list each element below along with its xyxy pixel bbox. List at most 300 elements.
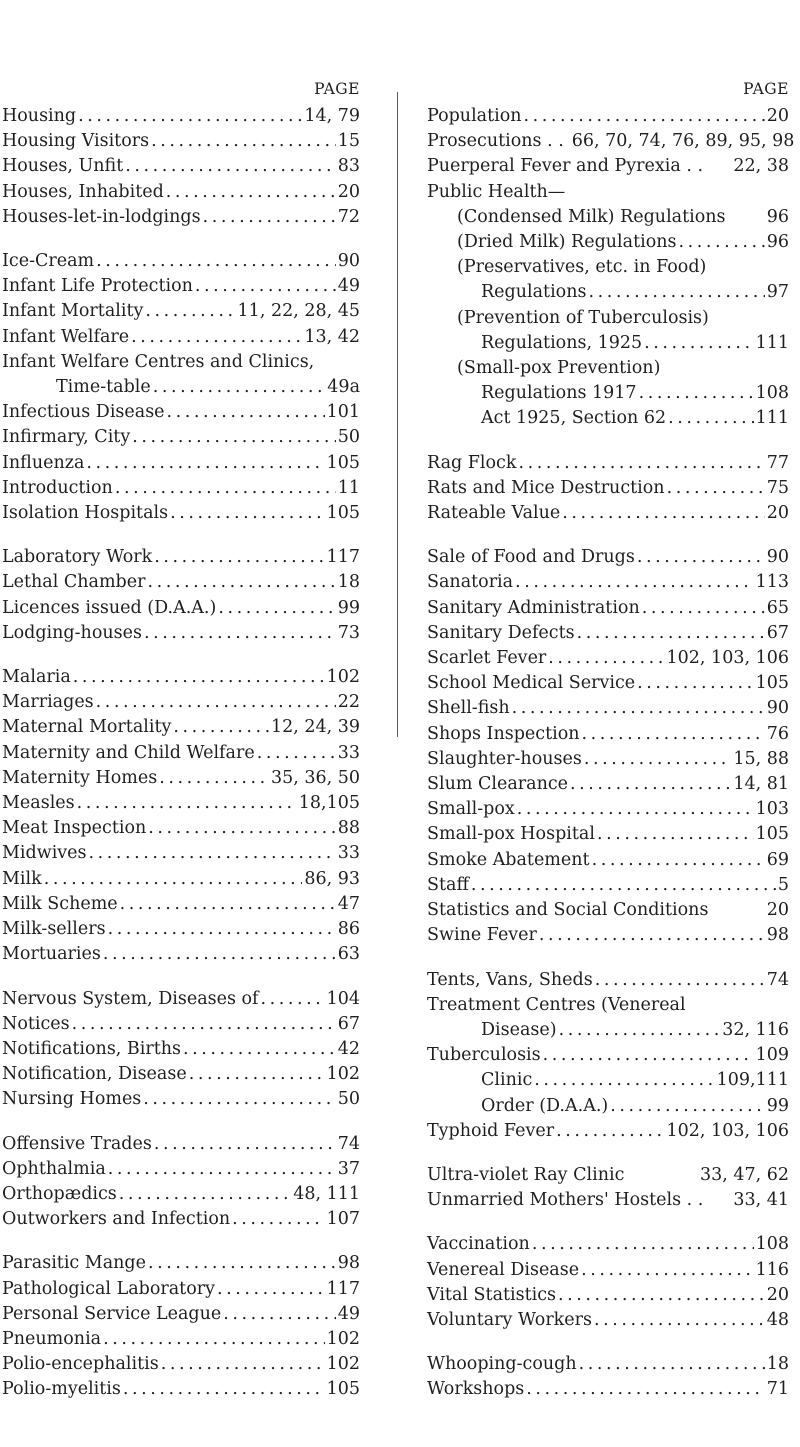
entry-term: Sanatoria	[427, 572, 514, 593]
index-entry	[427, 1232, 789, 1257]
index-group	[427, 1163, 789, 1213]
index-entry	[2, 350, 360, 375]
entry-pages: 35, 36, 50	[270, 767, 360, 788]
dot-leader	[218, 596, 335, 621]
entry-pages: 67	[766, 622, 789, 643]
dot-leader	[120, 892, 336, 917]
entry-term: Unmarried Mothers' Hostels . .	[427, 1190, 704, 1211]
index-entry	[427, 1283, 789, 1308]
entry-pages: 108	[755, 383, 789, 404]
entry-pages: 105	[326, 1379, 360, 1400]
index-entry	[427, 1352, 789, 1377]
entry-term: Milk	[2, 868, 42, 889]
entry-pages: 71	[766, 1379, 789, 1400]
entry-pages: 83	[337, 156, 360, 177]
entry-pages: 117	[326, 547, 360, 568]
entry-term: Vaccination	[427, 1234, 530, 1255]
entry-term: Sale of Food and Drugs	[427, 547, 635, 568]
index-entry	[427, 205, 789, 230]
dot-leader	[189, 1062, 325, 1087]
dot-leader	[161, 1352, 325, 1377]
dot-leader	[154, 1132, 336, 1157]
entry-pages: 69	[766, 849, 789, 870]
index-entry	[427, 331, 789, 356]
entry-term: Time-table	[56, 377, 151, 398]
entry-term: Mortuaries	[2, 944, 101, 965]
entry-pages: 15	[337, 131, 360, 152]
index-entry	[427, 129, 795, 154]
index-column-left	[2, 0, 360, 1422]
entry-pages: 42	[337, 1038, 360, 1059]
entry-pages: 96	[766, 206, 789, 227]
index-group	[2, 665, 360, 967]
dot-leader	[637, 545, 765, 570]
entry-term: Act 1925, Section 62	[481, 408, 667, 429]
entry-pages: 102	[326, 667, 360, 688]
entry-pages: 90	[337, 251, 360, 272]
entry-term: Midwives	[2, 843, 87, 864]
index-entry	[2, 942, 360, 967]
entry-pages: 105	[326, 452, 360, 473]
entry-term: Sanitary Defects	[427, 622, 575, 643]
left-groups	[2, 104, 360, 1403]
index-entry	[427, 696, 789, 721]
dot-leader	[667, 476, 765, 501]
entry-term: Personal Service League	[2, 1303, 222, 1324]
entry-pages: 49	[337, 1303, 360, 1324]
entry-term: Treatment Centres (Venereal	[427, 994, 686, 1015]
entry-pages: 33, 47, 62	[699, 1164, 789, 1185]
index-entry	[2, 205, 360, 230]
entry-term: (Preservatives, etc. in Food)	[457, 257, 707, 278]
entry-pages: 109,111	[716, 1070, 789, 1091]
index-group	[427, 1232, 789, 1333]
entry-term: Slum Clearance	[427, 774, 569, 795]
entry-term: Sanitary Administration	[427, 597, 640, 618]
index-entry	[427, 1119, 789, 1144]
entry-pages: 50	[337, 427, 360, 448]
dot-leader	[144, 621, 336, 646]
dot-leader	[44, 867, 303, 892]
dot-leader	[159, 766, 269, 791]
entry-term: Disease)	[481, 1019, 557, 1040]
dot-leader	[524, 104, 765, 129]
dot-leader	[548, 646, 664, 671]
index-entry	[2, 1251, 360, 1276]
entry-term: Regulations, 1925	[481, 332, 643, 353]
dot-leader	[539, 923, 765, 948]
index-group	[427, 451, 789, 527]
entry-pages: 48	[766, 1309, 789, 1330]
entry-pages: 77	[766, 452, 789, 473]
entry-term: (Prevention of Tuberculosis)	[457, 307, 709, 328]
entry-term: Ophthalmia	[2, 1158, 106, 1179]
dot-leader	[588, 280, 764, 305]
index-entry	[427, 230, 789, 255]
entry-term: (Small-pox Prevention)	[457, 358, 661, 379]
index-entry	[2, 816, 360, 841]
dot-leader	[148, 816, 335, 841]
index-entry	[2, 741, 360, 766]
index-entry	[427, 451, 789, 476]
entry-term: Puerperal Fever and Pyrexia . .	[427, 156, 704, 177]
page-column-header: PAGE	[743, 80, 789, 98]
index-entry	[427, 898, 789, 923]
dot-leader	[582, 722, 765, 747]
index-entry	[2, 1302, 360, 1327]
entry-term: Notifications, Births	[2, 1038, 182, 1059]
entry-pages: 102	[326, 1064, 360, 1085]
entry-term: Offensive Trades	[2, 1133, 152, 1154]
index-entry	[427, 596, 789, 621]
index-entry	[427, 968, 789, 993]
dot-leader	[125, 154, 335, 179]
entry-term: Ultra-violet Ray Clinic	[427, 1164, 625, 1185]
entry-pages: 88	[337, 818, 360, 839]
index-group	[2, 545, 360, 646]
entry-pages: 32, 116	[722, 1019, 789, 1040]
index-entry	[2, 476, 360, 501]
entry-term: Maternity Homes	[2, 767, 158, 788]
entry-term: Population	[427, 106, 522, 126]
index-entry	[2, 690, 360, 715]
dot-leader	[644, 331, 753, 356]
index-entry	[2, 791, 360, 816]
entry-pages: 67	[337, 1013, 360, 1034]
index-entry	[2, 596, 360, 621]
index-entry	[2, 1087, 360, 1112]
entry-term: Infant Welfare Centres and Clinics,	[2, 351, 315, 372]
index-group	[427, 545, 789, 948]
entry-pages: 99	[337, 597, 360, 618]
entry-term: Regulations	[481, 282, 587, 303]
index-entry	[427, 570, 789, 595]
entry-term: Houses, Unfit	[2, 156, 124, 177]
entry-pages: 14, 79	[304, 106, 360, 126]
entry-pages: 101	[326, 402, 360, 423]
entry-pages: 49	[337, 276, 360, 297]
index-entry	[2, 665, 360, 690]
dot-leader	[556, 1119, 664, 1144]
entry-term: Pathological Laboratory	[2, 1278, 215, 1299]
index-entry	[427, 1094, 789, 1119]
entry-term: Milk-sellers	[2, 919, 106, 940]
entry-pages: 74	[337, 1133, 360, 1154]
index-entry	[2, 1012, 360, 1037]
index-entry	[2, 1352, 360, 1377]
entry-term: Staff	[427, 874, 469, 895]
entry-pages: 86	[337, 919, 360, 940]
dot-leader	[232, 1207, 324, 1232]
entry-term: Notification, Disease	[2, 1064, 187, 1085]
index-entry	[2, 400, 360, 425]
dot-leader	[594, 1308, 765, 1333]
right-groups	[427, 104, 795, 1403]
index-group	[2, 249, 360, 526]
dot-leader	[257, 741, 336, 766]
index-group	[2, 1132, 360, 1233]
index-entry	[2, 1377, 360, 1402]
dot-leader	[143, 1087, 335, 1112]
entry-term: (Dried Milk) Regulations	[457, 232, 677, 253]
index-entry	[2, 867, 360, 892]
entry-pages: 90	[766, 698, 789, 719]
entry-term: Tents, Vans, Sheds	[427, 969, 593, 990]
dot-leader	[512, 696, 765, 721]
entry-term: Nervous System, Diseases of	[2, 988, 259, 1009]
dot-leader	[223, 1302, 335, 1327]
entry-term: Infant Mortality	[2, 301, 144, 322]
entry-pages: 97	[766, 282, 789, 303]
entry-term: Ice-Cream	[2, 251, 95, 272]
index-entry	[427, 104, 789, 129]
entry-term: Houses, Inhabited	[2, 181, 164, 202]
index-entry	[427, 476, 789, 501]
dot-leader	[78, 104, 302, 129]
entry-pages: 86, 93	[304, 868, 360, 889]
dot-leader	[108, 917, 336, 942]
index-entry	[427, 255, 789, 280]
index-entry	[2, 154, 360, 179]
index-entry	[2, 1037, 360, 1062]
entry-pages: 11	[337, 477, 360, 498]
entry-pages: 90	[766, 547, 789, 568]
entry-pages: 117	[326, 1278, 360, 1299]
entry-term: Smoke Abatement	[427, 849, 590, 870]
entry-term: Houses-let-in-lodgings	[2, 206, 201, 227]
entry-term: Isolation Hospitals	[2, 503, 169, 524]
index-entry	[2, 249, 360, 274]
index-entry	[427, 406, 789, 431]
dot-leader	[119, 1182, 291, 1207]
entry-term: Rateable Value	[427, 503, 561, 524]
entry-term: Nursing Homes	[2, 1089, 142, 1110]
index-entry	[2, 451, 360, 476]
entry-pages: 33, 41	[733, 1190, 789, 1211]
entry-term: Lethal Chamber	[2, 572, 146, 593]
dot-leader	[637, 671, 753, 696]
entry-pages: 15, 88	[733, 748, 789, 769]
entry-term: Rag Flock	[427, 452, 517, 473]
entry-pages: 107	[326, 1209, 360, 1230]
index-entry	[2, 621, 360, 646]
entry-pages: 108	[755, 1234, 789, 1255]
index-entry	[427, 993, 789, 1018]
entry-term: Housing Visitors	[2, 131, 150, 152]
entry-pages: 102, 103, 106	[666, 1120, 789, 1141]
index-entry	[2, 425, 360, 450]
dot-leader	[595, 968, 765, 993]
dot-leader	[570, 772, 731, 797]
dot-leader	[151, 129, 336, 154]
dot-leader	[148, 1251, 336, 1276]
dot-leader	[534, 1068, 714, 1093]
entry-pages: 113	[755, 572, 789, 593]
dot-leader	[166, 180, 336, 205]
dot-leader	[96, 690, 336, 715]
entry-term: Measles	[2, 793, 75, 814]
index-entry	[427, 772, 789, 797]
index-entry	[427, 381, 789, 406]
dot-leader	[515, 570, 754, 595]
dot-leader	[170, 501, 325, 526]
entry-term: Infirmary, City	[2, 427, 131, 448]
index-entry	[2, 1062, 360, 1087]
dot-leader	[543, 1043, 754, 1068]
entry-term: Infant Life Protection	[2, 276, 193, 297]
index-entry	[2, 1157, 360, 1182]
dot-leader	[103, 1327, 324, 1352]
entry-pages: 18	[766, 1354, 789, 1375]
index-group	[427, 968, 789, 1144]
entry-pages: 96	[766, 232, 789, 253]
index-entry	[2, 917, 360, 942]
entry-term: Shell-fish	[427, 698, 510, 719]
entry-term: Venereal Disease	[427, 1259, 580, 1280]
entry-term: Workshops	[427, 1379, 525, 1400]
entry-pages: 12, 24, 39	[270, 717, 360, 738]
entry-term: Milk Scheme	[2, 893, 118, 914]
dot-leader	[86, 451, 324, 476]
entry-term: Voluntary Workers	[427, 1309, 592, 1330]
entry-term: Parasitic Mange	[2, 1253, 146, 1274]
entry-pages: 102, 103, 106	[666, 648, 789, 669]
index-entry	[427, 501, 789, 526]
entry-pages: 66, 70, 74, 76, 89, 95, 98	[571, 131, 795, 152]
entry-term: Shops Inspection	[427, 723, 580, 744]
entry-pages: 98	[337, 1253, 360, 1274]
entry-pages: 14, 81	[733, 774, 789, 795]
index-entry	[427, 1018, 789, 1043]
dot-leader	[518, 451, 764, 476]
entry-pages: 76	[766, 723, 789, 744]
index-entry	[2, 501, 360, 526]
index-entry	[2, 104, 360, 129]
index-group	[2, 104, 360, 230]
entry-term: Swine Fever	[427, 925, 537, 946]
index-entry	[2, 1132, 360, 1157]
entry-pages: 18	[337, 572, 360, 593]
dot-leader	[558, 1283, 765, 1308]
index-entry	[2, 299, 360, 324]
dot-leader	[132, 425, 336, 450]
dot-leader	[77, 791, 297, 816]
dot-leader	[642, 596, 765, 621]
entry-pages: 50	[337, 1089, 360, 1110]
entry-pages: 20	[766, 900, 789, 921]
dot-leader	[517, 797, 754, 822]
entry-pages: 72	[337, 206, 360, 227]
dot-leader	[123, 1377, 325, 1402]
page-column-header: PAGE	[314, 80, 360, 98]
index-column-right	[427, 0, 795, 1422]
index-entry	[427, 545, 789, 570]
dot-leader	[562, 501, 764, 526]
entry-pages: 104	[326, 988, 360, 1009]
dot-leader	[581, 1258, 754, 1283]
entry-pages: 5	[777, 874, 789, 895]
index-entry	[427, 280, 789, 305]
index-entry	[2, 987, 360, 1012]
entry-term: Clinic	[481, 1070, 533, 1091]
entry-pages: 99	[766, 1095, 789, 1116]
index-entry	[2, 375, 360, 400]
entry-term: Meat Inspection	[2, 818, 147, 839]
index-entry	[2, 274, 360, 299]
entry-term: Statistics and Social Conditions	[427, 900, 709, 921]
index-entry	[2, 841, 360, 866]
dot-leader	[154, 545, 324, 570]
dot-leader	[96, 249, 336, 274]
index-group	[427, 104, 795, 432]
index-entry	[2, 715, 360, 740]
dot-leader	[610, 1094, 764, 1119]
index-entry	[427, 1043, 789, 1068]
dot-leader	[471, 873, 776, 898]
index-group	[2, 1251, 360, 1402]
index-entry	[427, 797, 789, 822]
entry-pages: 22	[337, 692, 360, 713]
entry-pages: 47	[337, 893, 360, 914]
dot-leader	[153, 375, 326, 400]
column-divider	[397, 92, 398, 737]
entry-pages: 20	[337, 181, 360, 202]
index-entry	[427, 822, 789, 847]
index-group	[427, 1352, 789, 1402]
index-entry	[427, 923, 789, 948]
entry-term: Introduction	[2, 477, 113, 498]
dot-leader	[559, 1018, 721, 1043]
entry-term: Outworkers and Infection	[2, 1209, 231, 1230]
dot-leader	[579, 1352, 765, 1377]
entry-pages: 48, 111	[293, 1183, 360, 1204]
entry-pages: 74	[766, 969, 789, 990]
entry-pages: 18,105	[298, 793, 360, 814]
entry-pages: 105	[755, 673, 789, 694]
dot-leader	[526, 1377, 764, 1402]
dot-leader	[148, 570, 336, 595]
entry-term: Regulations 1917	[481, 383, 637, 404]
entry-pages: 20	[766, 503, 789, 524]
index-entry	[2, 325, 360, 350]
entry-term: Order (D.A.A.)	[481, 1095, 609, 1116]
index-entry	[427, 356, 789, 381]
dot-leader	[203, 205, 336, 230]
entry-pages: 105	[755, 824, 789, 845]
entry-pages: 33	[337, 742, 360, 763]
entry-pages: 11, 22, 28, 45	[237, 301, 360, 322]
entry-pages: 102	[326, 1328, 360, 1349]
entry-pages: 49a	[327, 377, 360, 398]
dot-leader	[108, 1157, 336, 1182]
dot-leader	[261, 987, 325, 1012]
entry-term: (Condensed Milk) Regulations	[457, 206, 726, 227]
index-entry	[427, 671, 789, 696]
entry-pages: 37	[337, 1158, 360, 1179]
entry-pages: 65	[766, 597, 789, 618]
entry-term: Small-pox	[427, 799, 515, 820]
index-entry	[427, 722, 789, 747]
index-entry	[2, 766, 360, 791]
entry-pages: 20	[766, 106, 789, 126]
index-entry	[427, 306, 789, 331]
index-entry	[2, 180, 360, 205]
entry-pages: 22, 38	[733, 156, 789, 177]
entry-term: Malaria	[2, 667, 71, 688]
entry-term: Maternity and Child Welfare	[2, 742, 255, 763]
dot-leader	[115, 476, 336, 501]
entry-term: Laboratory Work	[2, 547, 153, 568]
